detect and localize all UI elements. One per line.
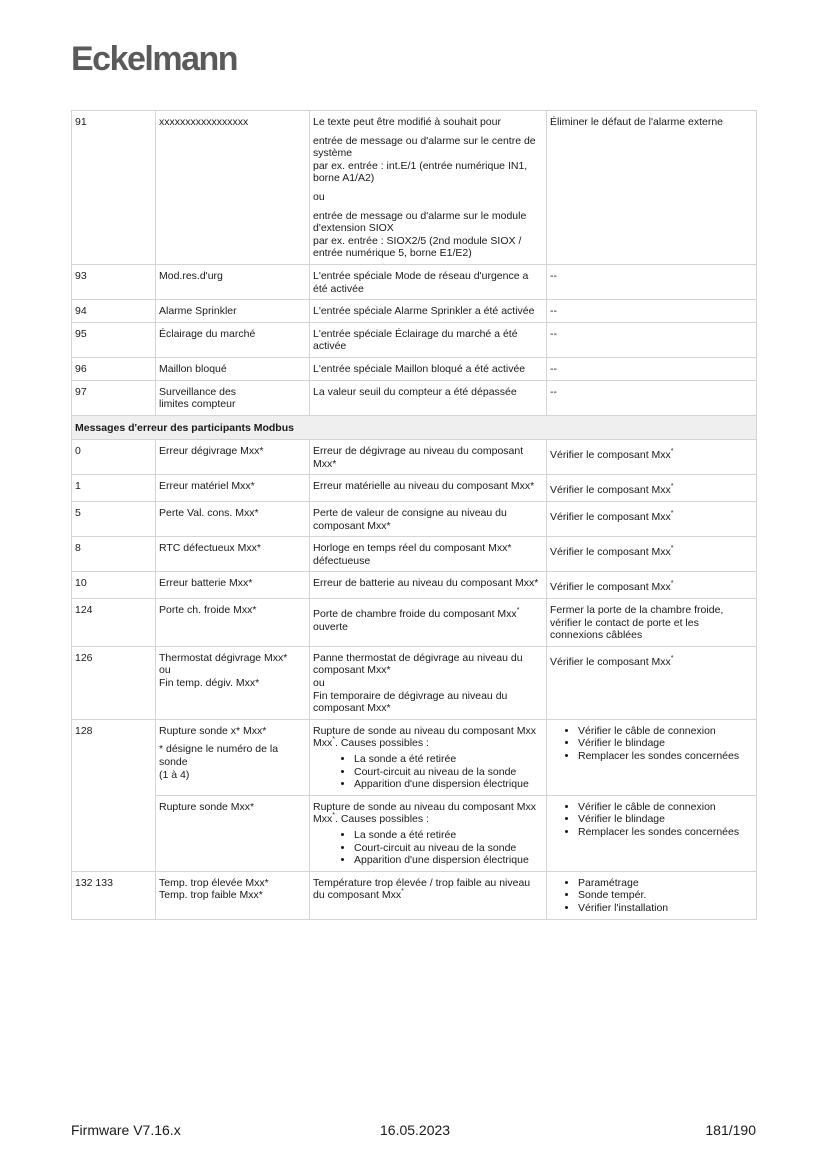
table-row [72, 322, 757, 357]
table-row [72, 475, 757, 502]
mxx-text: Mxx [313, 737, 333, 750]
code-cell: 91 [72, 111, 156, 265]
code-cell: 96 [72, 357, 156, 380]
code-cell: 97 [72, 380, 156, 415]
remedy-cell: Vérifier le composant Mxx* [547, 440, 757, 475]
description-cell: Rupture de sonde au niveau du composant Mxx Mxx*. Causes possibles : • La sonde a été retirée • Court-circuit au niveau de la sonde • Apparition d'une dispersion électrique [310, 719, 547, 795]
list-item: • Paramétrage [578, 877, 753, 890]
table-row [72, 502, 757, 537]
table-row [72, 264, 757, 299]
list-item: • Remplacer les sondes concernées [578, 750, 753, 763]
name-cell: Rupture sonde x* Mxx* * désigne le numéro de la sonde (1 à 4) [156, 719, 310, 795]
remedy-cell [547, 795, 757, 871]
code-cell: 93 [72, 264, 156, 299]
table-row [72, 795, 757, 871]
code-cell: 0 [72, 440, 156, 475]
remedies-list [550, 877, 753, 915]
table-row [72, 537, 757, 572]
table-row [72, 719, 757, 795]
description-cell: Horloge en temps réel du composant Mxx* défectueuse [310, 537, 547, 572]
footer-page-number: 181/190 [705, 1122, 756, 1138]
footer-date: 16.05.2023 [380, 1122, 451, 1138]
name-cell: RTC défectueux Mxx* [156, 537, 310, 572]
description-cell: Rupture de sonde au niveau du composant Mxx Mxx*. Causes possibles : • La sonde a été retirée • Court-circuit au niveau de la sonde • Apparition d'une dispersion électrique [310, 795, 547, 871]
remedies-list [550, 801, 753, 839]
section-title: Messages d'erreur des participants Modbus [72, 415, 757, 440]
list-item: • Apparition d'une dispersion électrique [354, 778, 543, 791]
list-item: • Vérifier le blindage [578, 737, 753, 750]
list-item: • Vérifier le câble de connexion [578, 801, 753, 814]
name-cell: Temp. trop élevée Mxx* Temp. trop faible Mxx* [156, 871, 310, 919]
name-cell: Perte Val. cons. Mxx* [156, 502, 310, 537]
code-cell: 95 [72, 322, 156, 357]
description-cell: L'entrée spéciale Mode de réseau d'urgence a été activée [310, 264, 547, 299]
desc-line: entrée de message ou d'alarme sur le module d'extension SIOX [313, 209, 527, 235]
table-row [72, 357, 757, 380]
description-cell: Erreur de batterie au niveau du composant Mxx* [310, 572, 547, 599]
list-item: • La sonde a été retirée [354, 829, 543, 842]
section-header-row [72, 415, 757, 440]
list-item: • Remplacer les sondes concernées [578, 826, 753, 839]
name-cell: Porte ch. froide Mxx* [156, 599, 310, 647]
name-cell: xxxxxxxxxxxxxxxxx [156, 111, 310, 265]
remedy-cell: Vérifier le composant Mxx* [547, 475, 757, 502]
name-cell: Erreur batterie Mxx* [156, 572, 310, 599]
list-item: • Vérifier le câble de connexion [578, 725, 753, 738]
eckelmann-logo: Eckelmann [71, 40, 238, 78]
description-cell: L'entrée spéciale Maillon bloqué a été activée [310, 357, 547, 380]
name-cell: Erreur dégivrage Mxx* [156, 440, 310, 475]
desc-line: Le texte peut être modifié à souhait pour [313, 116, 501, 128]
list-item: • Court-circuit au niveau de la sonde [354, 842, 543, 855]
code-cell: 10 [72, 572, 156, 599]
remedy-cell [547, 871, 757, 919]
description-cell: La valeur seuil du compteur a été dépassée [310, 380, 547, 415]
remedy-cell: Éliminer le défaut de l'alarme externe [547, 111, 757, 265]
table-row [72, 871, 757, 919]
remedy-cell: -- [547, 322, 757, 357]
list-item: • La sonde a été retirée [354, 753, 543, 766]
remedy-cell: Fermer la porte de la chambre froide, vérifier le contact de porte et les connexions câblées [547, 599, 757, 647]
code-cell: 1 [72, 475, 156, 502]
code-cell: 126 [72, 646, 156, 719]
remedies-list [550, 725, 753, 763]
remedy-cell: -- [547, 357, 757, 380]
desc-line: par ex. entrée : SIOX2/5 (2nd module SIOX / entrée numérique 5, borne E1/E2) [313, 234, 522, 260]
description-cell: Panne thermostat de dégivrage au niveau du composant Mxx* ou Fin temporaire de dégivrage au niveau du composant Mxx* [310, 646, 547, 719]
description-cell [310, 111, 547, 265]
desc-line: par ex. entrée : int.E/1 (entrée numérique IN1, borne A1/A2) [313, 159, 528, 185]
footer-firmware: Firmware V7.16.x [71, 1122, 181, 1138]
remedy-cell: -- [547, 264, 757, 299]
description-cell: L'entrée spéciale Éclairage du marché a été activée [310, 322, 547, 357]
code-cell: 124 [72, 599, 156, 647]
alarm-messages-table [71, 110, 757, 920]
description-cell: Erreur de dégivrage au niveau du composant Mxx* [310, 440, 547, 475]
description-cell: Température trop élevée / trop faible au niveau du composant Mxx* [310, 871, 547, 919]
mxx-text: Mxx [313, 813, 333, 826]
list-item: • Court-circuit au niveau de la sonde [354, 766, 543, 779]
name-cell: Surveillance des limites compteur [156, 380, 310, 415]
table-row [72, 572, 757, 599]
remedy-cell [547, 719, 757, 795]
desc-line: entrée de message ou d'alarme sur le centre de système [313, 134, 536, 160]
code-cell: 128 [72, 719, 156, 871]
code-cell: 8 [72, 537, 156, 572]
name-cell: Éclairage du marché [156, 322, 310, 357]
list-item: • Sonde tempér. [578, 889, 753, 902]
code-cell: 5 [72, 502, 156, 537]
name-cell: Rupture sonde Mxx* [156, 795, 310, 871]
description-cell: L'entrée spéciale Alarme Sprinkler a été activée [310, 300, 547, 323]
remedy-cell: Vérifier le composant Mxx* [547, 502, 757, 537]
code-cell: 132 133 [72, 871, 156, 919]
table-row [72, 111, 757, 265]
list-item: • Apparition d'une dispersion électrique [354, 854, 543, 867]
causes-list [313, 753, 543, 791]
description-cell: Porte de chambre froide du composant Mxx* ouverte [310, 599, 547, 647]
table-row [72, 599, 757, 647]
name-cell: Maillon bloqué [156, 357, 310, 380]
list-item: • Vérifier le blindage [578, 813, 753, 826]
remedy-cell: -- [547, 380, 757, 415]
table-row [72, 380, 757, 415]
remedy-cell: Vérifier le composant Mxx* [547, 572, 757, 599]
causes-list [313, 829, 543, 867]
code-cell: 94 [72, 300, 156, 323]
table-row [72, 440, 757, 475]
table-row [72, 646, 757, 719]
description-cell: Erreur matérielle au niveau du composant Mxx* [310, 475, 547, 502]
remedy-cell: Vérifier le composant Mxx* [547, 537, 757, 572]
table-row [72, 300, 757, 323]
name-cell: Alarme Sprinkler [156, 300, 310, 323]
remedy-cell: Vérifier le composant Mxx* [547, 646, 757, 719]
name-cell: Erreur matériel Mxx* [156, 475, 310, 502]
list-item: • Vérifier l'installation [578, 902, 753, 915]
name-cell: Mod.res.d'urg [156, 264, 310, 299]
desc-line: ou [313, 190, 325, 203]
remedy-cell: -- [547, 300, 757, 323]
description-cell: Perte de valeur de consigne au niveau du composant Mxx* [310, 502, 547, 537]
name-cell: Thermostat dégivrage Mxx* ou Fin temp. dégiv. Mxx* [156, 646, 310, 719]
